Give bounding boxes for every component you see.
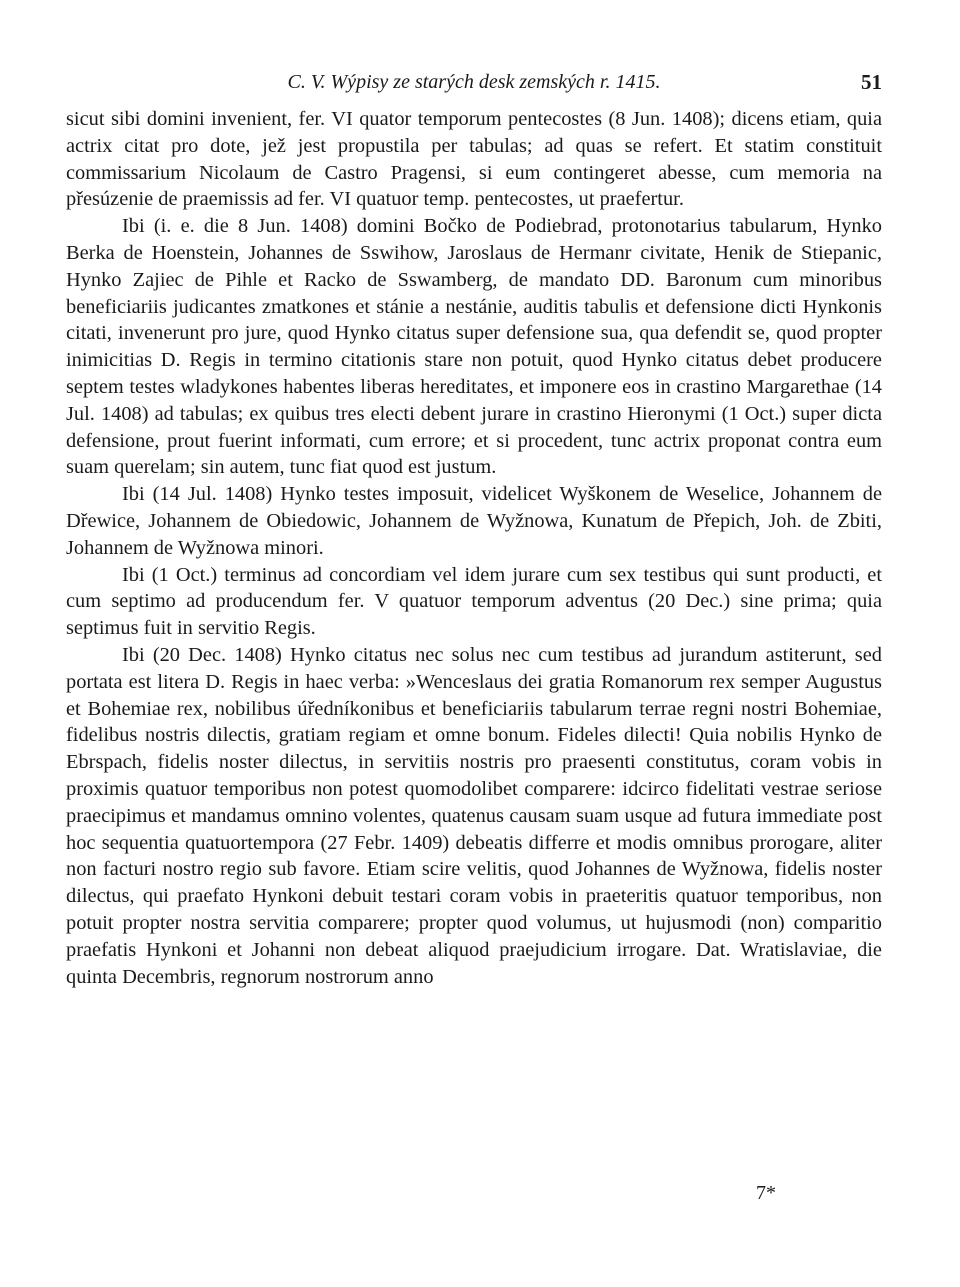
running-title: C. V. Wýpisy ze starých desk zemských r. 1415. — [287, 71, 661, 93]
paragraph-4: Ibi (1 Oct.) terminus ad concordiam vel idem jurare cum sex testibus qui sunt producti, et cum septimo ad producendum fer. V quatuor temporum adventus (20 Dec.) sine prima; quia septimus fuit in servitio Regis. — [66, 563, 882, 640]
paragraph-2: Ibi (i. e. die 8 Jun. 1408) domini Bočko de Podiebrad, protonotarius tabularum, Hynko Berka de Hoenstein, Johannes de Sswihow, Jaroslaus de Hermanr civitate, Henik de Stiepanic, Hynko Zajiec de Pihle et Racko de Sswamberg, de mandato DD. Baronum cum minoribus beneficiariis judicantes zmatkones et stánie a nestánie, auditis tabulis et defensione dicti Hynkonis citati, invenerunt pro jure, quod Hynko citatus super defensione sua, qua defendit se, quod propter inimicitias D. Regis in termino citationis stare non potuit, quod Hynko citatus debet producere septem testes wladykones habentes liberas hereditates, et imponere eos in crastino Margarethae (14 Jul. 1408) ad tabulas; ex quibus tres electi debent jurare in crastino Hieronymi (1 Oct.) super dicta defensione, prout fuerint informati, cum errore; et si procedent, tunc actrix proponat contra eum suam querelam; sin autem, tunc fiat quod est justum. — [66, 215, 882, 479]
paragraph-1: sicut sibi domini invenient, fer. VI quator temporum pentecostes (8 Jun. 1408); dicens etiam, quia actrix citat pro dote, jež jest propustila per tabulas; ad quas se refert. Et statim constituit commissarium Nicolaum de Castro Pragensi, si eum contingeret abesse, cum memoria na přesúzenie de praemissis ad fer. VI quatuor temp. pentecostes, ut praefertur. — [66, 108, 882, 211]
paragraph-3: Ibi (14 Jul. 1408) Hynko testes imposuit, videlicet Wyškonem de Weselice, Johannem de Dřewice, Johannem de Obiedowic, Johannem de Wyžnowa, Kunatum de Přepich, Joh. de Zbiti, Johannem de Wyžnowa minori. — [66, 483, 882, 559]
book-page — [66, 62, 882, 1204]
page-header — [66, 62, 882, 102]
page-number: 51 — [861, 70, 882, 94]
paragraph-5: Ibi (20 Dec. 1408) Hynko citatus nec solus nec cum testibus ad jurandum astiterunt, sed portata est litera D. Regis in haec verba: »Wenceslaus dei gratia Romanorum rex semper Augustus et Bohemiae rex, nobilibus úředníkonibus et beneficiariis tabularum terrae regni nostri Bohemiae, fidelibus nostris dilectis, gratiam regiam et omne bonum. Fideles dilecti! Quia nobilis Hynko de Ebrspach, fidelis noster dilectus, in servitiis nostris pro praesenti constitutus, coram vobis in proximis quatuor temporibus non potest quomodolibet comparere: idcirco fidelitati vestrae seriose praecipimus et mandamus omnino volentes, quatenus causam suam usque ad futura immediate post hoc sequentia quatuortempora (27 Febr. 1409) debeatis differre et modis omnibus prorogare, aliter non facturi nostro regio sub favore. Etiam scire velitis, quod Johannes de Wyžnowa, fidelis noster dilectus, qui praefato Hynkoni debuit testari coram vobis in praeteritis quatuor temporibus, non potuit propter nostra servitia comparere; propter quod volumus, ut hujusmodi (non) comparitio praefatis Hynkoni et Johanni non debeat aliquod praejudicium irrogare. Dat. Wratislaviae, die quinta Decembris, regnorum nostrorum anno — [66, 643, 882, 988]
signature-mark: 7* — [756, 1182, 776, 1204]
body-text — [66, 106, 882, 990]
